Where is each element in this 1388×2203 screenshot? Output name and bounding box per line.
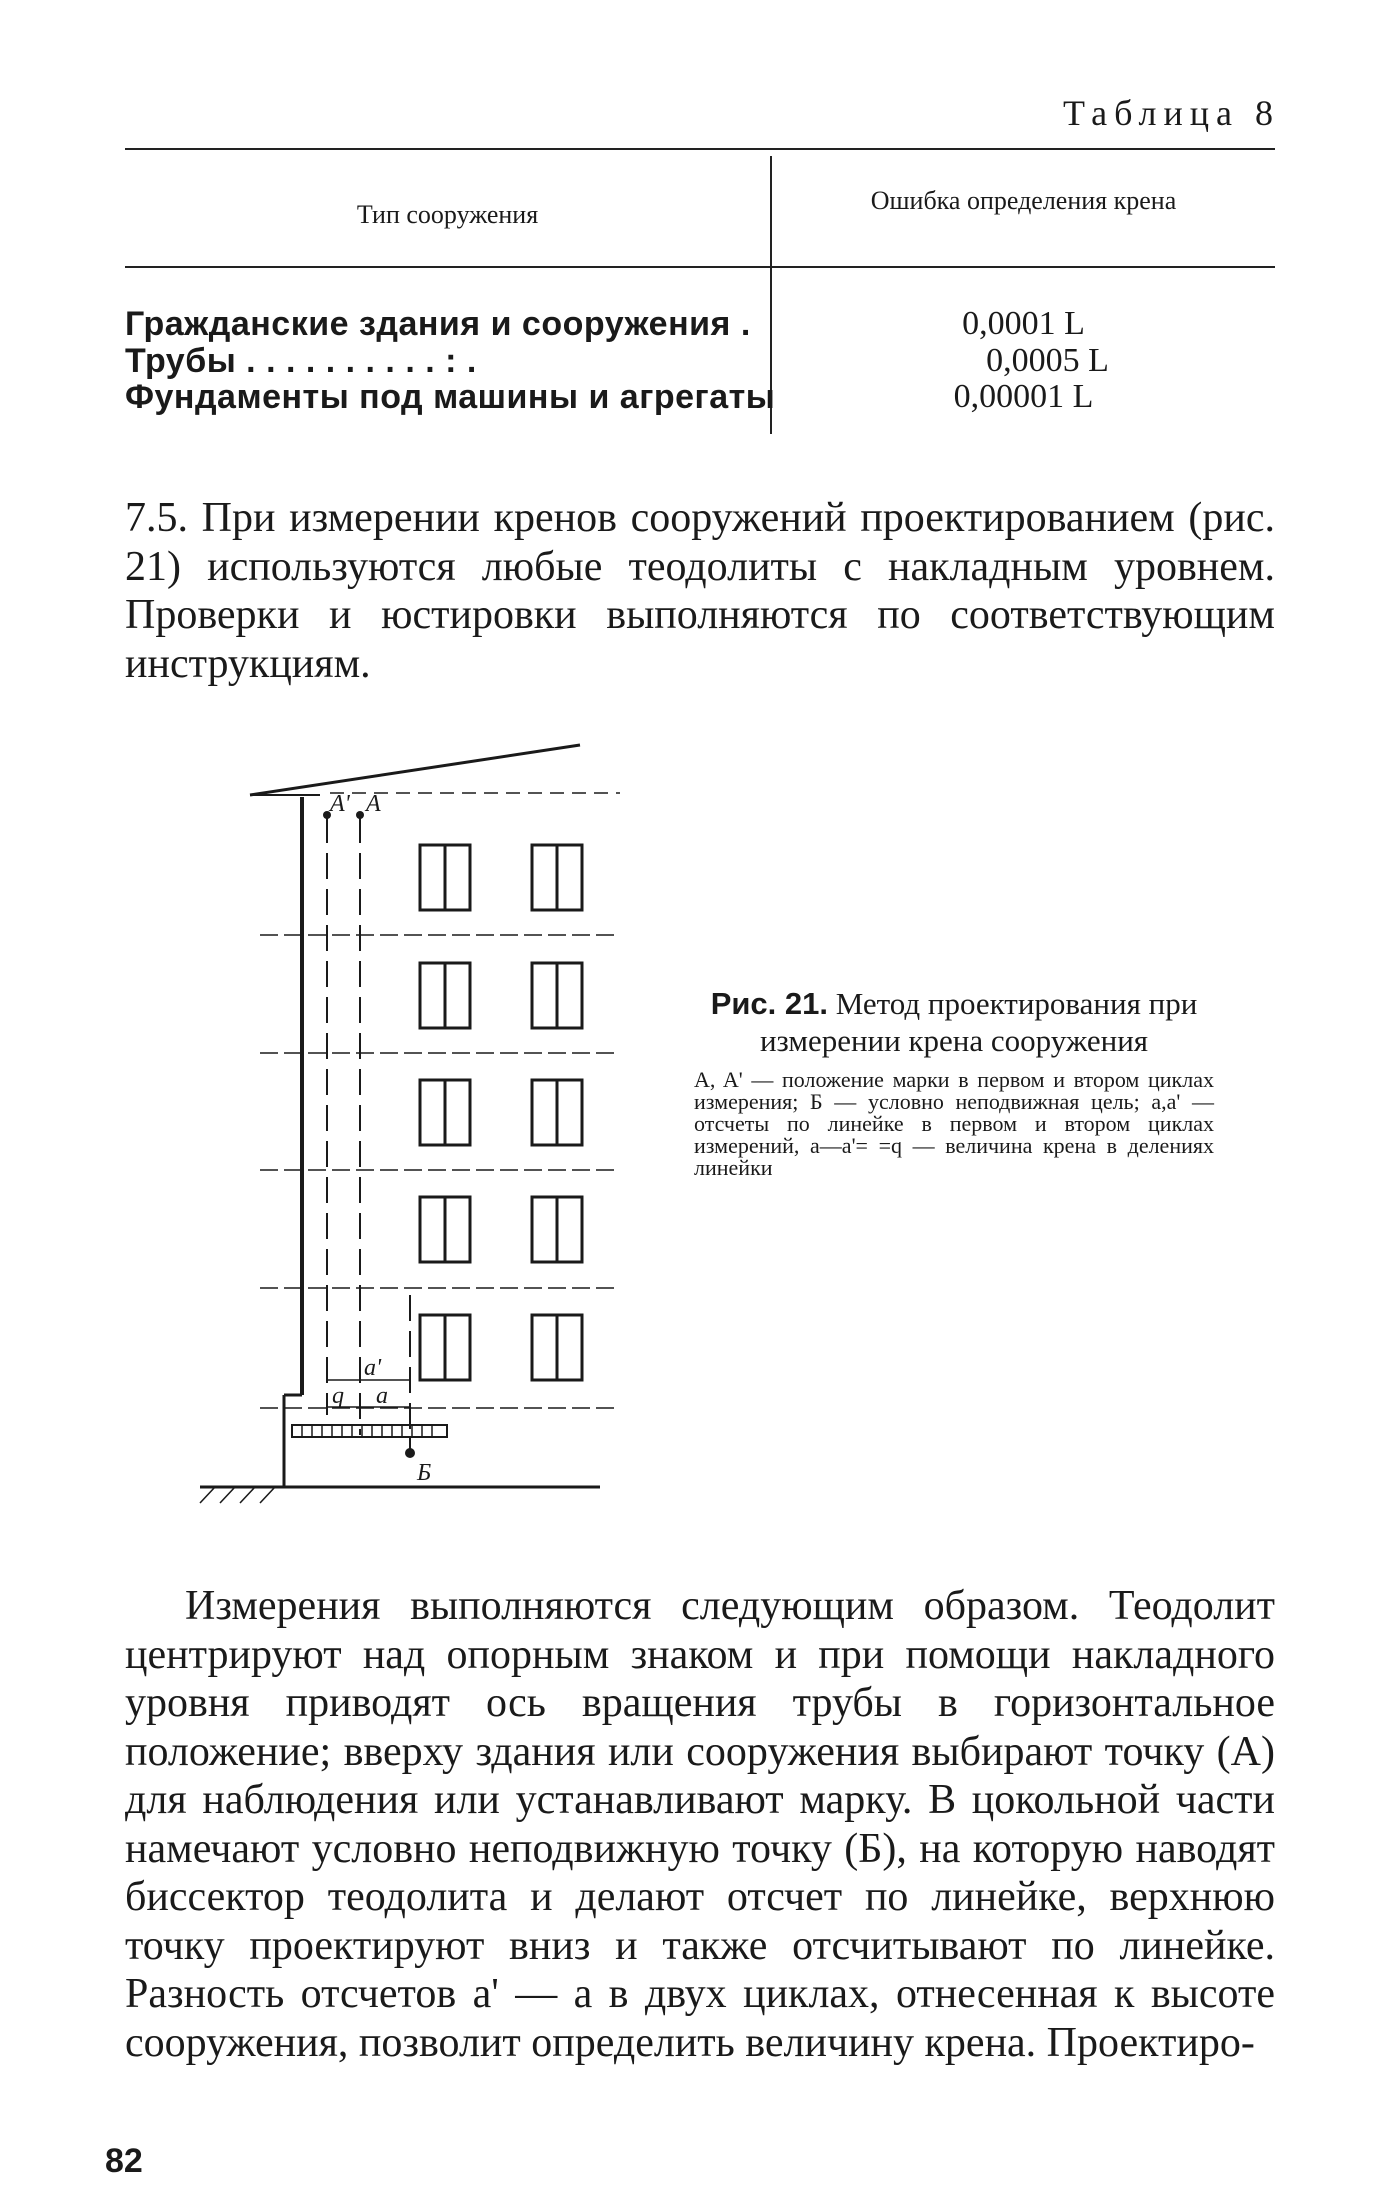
ruler <box>292 1425 447 1437</box>
table-header-tilt-error: Ошибка определения крена <box>870 186 1177 215</box>
mark-a-point <box>356 811 364 819</box>
figure-21-caption <box>694 985 1214 1179</box>
label-a-prime-top: A' <box>330 791 350 817</box>
label-q: q <box>332 1383 344 1409</box>
table-row-value: 0,00001 L <box>953 378 1094 415</box>
figure-21-legend: A, A' — положение марки в первом и втором циклах измерения; Б — условно неподвижная цель; a,a' — отсчеты по линейке в первом и втором циклах измерений, a—a'= =q — величина крена в делениях линейки <box>694 1067 1214 1180</box>
ruler-ticks <box>302 1425 432 1437</box>
table-row-label: Гражданские здания и сооружения . <box>125 305 751 343</box>
floor-lines <box>260 935 620 1408</box>
target-b-point <box>405 1448 415 1458</box>
figure-21-title <box>694 985 1214 1059</box>
table-row-label: Фундаменты под машины и агрегаты <box>125 378 776 416</box>
table-row-value: 0,0005 L <box>986 342 1109 379</box>
table-caption: Таблица 8 <box>1063 93 1280 133</box>
ground-hatching <box>200 1487 275 1503</box>
page-number: 82 <box>105 2142 143 2180</box>
label-a-prime-bottom: a' <box>364 1355 382 1381</box>
paragraph-measurement-text: Измерения выполняются следующим образом. Теодолит центрируют над опорным знаком и при помощи накладного уровня приводят ось вращения трубы в горизонтальное положение; вверху здания или сооружения выбирают точку (A) для наблюдения или устанавливают марку. В цокольной части намечают условно неподвижную точку (Б), на которую наводят биссектор теодолита и делают отсчет по линейке, верхнюю точку проектируют вниз и также отсчитывают по линейке. Разность отсчетов a' — a в двух циклах, отнесенная к высоте сооружения, позволит определить величину крена. Проектиро- <box>125 1583 1275 2066</box>
label-b: Б <box>417 1460 432 1486</box>
figure-number: Рис. 21. <box>710 986 828 1021</box>
paragraph-7-5-text: 7.5. При измерении кренов сооружений проектированием (рис. 21) используются любые теодолиты с накладным уровнем. Проверки и юстировки выполняются по соответствующим инструкциям. <box>125 495 1275 687</box>
table-top-rule <box>125 148 1275 150</box>
figure-21-building-drawing <box>180 735 620 1505</box>
windows <box>420 845 582 1380</box>
paragraph-7-5 <box>125 494 1275 688</box>
table-row-value: 0,0001 L <box>962 305 1085 342</box>
label-a-bottom: a <box>376 1383 388 1409</box>
paragraph-measurement-procedure <box>125 1582 1275 2067</box>
table-header-rule <box>125 266 1275 268</box>
table-header-structure-type: Тип сооружения <box>356 200 539 229</box>
label-a-top: A <box>366 791 381 817</box>
roof-line <box>250 745 580 795</box>
figure-title-text: Метод проектирования при измерении крена сооружения <box>759 986 1198 1058</box>
table-row-label: Трубы . . . . . . . . . . : . <box>125 342 477 380</box>
